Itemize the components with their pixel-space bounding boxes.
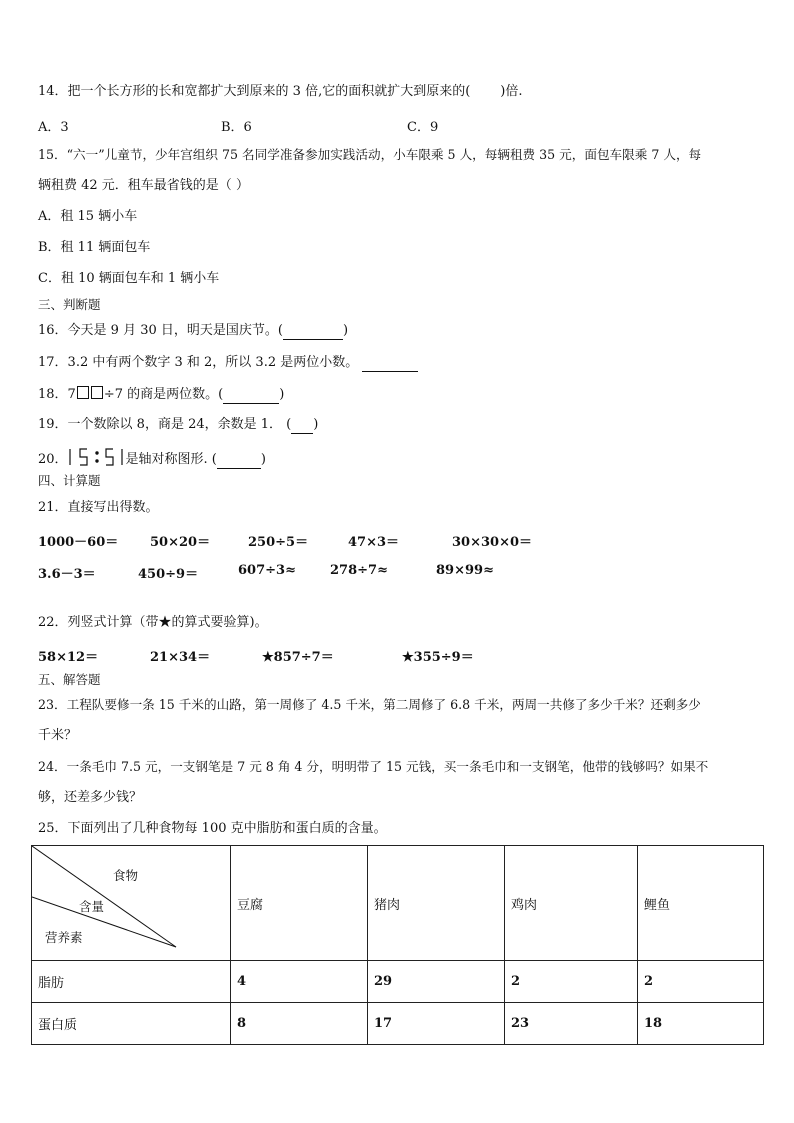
table-cell: 17 (368, 1003, 505, 1045)
question-14 (38, 84, 523, 100)
calc-item: 30×30×0＝ (452, 535, 533, 550)
calc-item: ★857÷7＝ (262, 650, 334, 665)
question-18-tail: ) (279, 387, 285, 402)
option-a[interactable]: A．租 15 辆小车 (38, 209, 138, 224)
header-label-content: 含量 (79, 899, 105, 914)
question-20-number: 20． (38, 452, 68, 467)
question-18 (38, 386, 284, 404)
table-row (32, 961, 764, 1003)
header-label-food: 食物 (113, 868, 139, 883)
table-row (32, 1003, 764, 1045)
answer-blank[interactable] (362, 355, 418, 372)
question-25-title: 25．下面列出了几种食物每 100 克中脂肪和蛋白质的含量。 (38, 821, 387, 836)
calc-item: 278÷7≈ (330, 563, 388, 578)
nutrition-table (31, 845, 764, 1045)
question-24-line1: 24．一条毛巾 7.5 元，一支钢笔是 7 元 8 角 4 分，明明带了 15 元钱，买一条毛巾和一支钢笔，他带的钱够吗？如果不 (38, 759, 709, 774)
option-b[interactable]: B．6 (221, 120, 252, 135)
question-16-text: 16．今天是 9 月 30 日，明天是国庆节。( (38, 323, 283, 338)
column-header: 鸡肉 (505, 846, 638, 961)
question-17 (38, 355, 418, 372)
section-title-calculation: 四、计算题 (38, 473, 101, 488)
question-16-tail: ) (342, 323, 349, 338)
calc-row-1 (38, 531, 758, 550)
calc-item: 47×3＝ (348, 535, 400, 550)
box-blank-icon (77, 386, 89, 399)
table-cell: 18 (638, 1003, 764, 1045)
calc-item: 450÷9＝ (138, 567, 199, 582)
calc-item: 58×12＝ (38, 650, 99, 665)
question-15-line2: 辆租费 42 元．租车最省钱的是（ ） (38, 178, 249, 193)
digital-clock-figure-icon (68, 447, 126, 472)
question-19 (38, 417, 318, 434)
question-18-text: 18．7 (38, 387, 76, 402)
calc-item: 21×34＝ (150, 650, 211, 665)
question-17-text: 17．3.2 中有两个数字 3 和 2，所以 3.2 是两位小数。 (38, 355, 359, 370)
question-15-line1: 15．“六一”儿童节，少年宫组织 75 名同学准备参加实践活动，小车限乘 5 人，每辆租费 35 元，面包车限乘 7 人，每 (38, 147, 702, 162)
question-14-tail: )倍. (500, 84, 523, 99)
table-cell: 2 (505, 961, 638, 1003)
question-19-tail: ) (313, 417, 319, 432)
question-21-title: 21．直接写出得数。 (38, 500, 159, 515)
question-20-tail: ) (260, 452, 266, 467)
question-19-text: 19．一个数除以 8，商是 24，余数是 1． ( (38, 417, 292, 432)
question-14-text: 14．把一个长方形的长和宽都扩大到原来的 3 倍,它的面积就扩大到原来的( (38, 84, 471, 99)
question-24-line2: 够，还差多少钱？ (38, 790, 143, 805)
section-title-word-problems: 五、解答题 (38, 672, 101, 687)
answer-blank[interactable] (291, 417, 313, 434)
question-16 (38, 323, 348, 340)
question-14-options (38, 116, 538, 135)
table-cell: 8 (231, 1003, 368, 1045)
column-header: 豆腐 (231, 846, 368, 961)
calc-item: 89×99≈ (436, 563, 494, 578)
calc-item: 1000－60＝ (38, 535, 119, 550)
question-20-text: 是轴对称图形. ( (125, 452, 217, 467)
answer-blank[interactable] (223, 387, 279, 404)
option-c[interactable]: C．9 (407, 120, 439, 135)
vertical-calc-row (38, 646, 758, 665)
row-header: 蛋白质 (32, 1003, 231, 1045)
calc-item: 250÷5＝ (248, 535, 309, 550)
box-blank-icon (91, 386, 103, 399)
calc-item: 3.6－3＝ (38, 567, 96, 582)
answer-blank[interactable] (283, 323, 343, 340)
question-23-line1: 23．工程队要修一条 15 千米的山路，第一周修了 4.5 千米，第二周修了 6.8 千米，两周一共修了多少千米？还剩多少 (38, 697, 701, 712)
option-c[interactable]: C．租 10 辆面包车和 1 辆小车 (38, 271, 220, 286)
question-18-text-b: ÷7 的商是两位数。( (103, 387, 224, 402)
option-b[interactable]: B．租 11 辆面包车 (38, 240, 151, 255)
diagonal-header-cell (32, 846, 231, 961)
table-cell: 23 (505, 1003, 638, 1045)
section-title-judgement: 三、判断题 (38, 297, 101, 312)
calc-row-2 (38, 563, 758, 582)
answer-blank[interactable] (217, 452, 261, 469)
question-20 (38, 447, 266, 472)
question-22-title: 22．列竖式计算（带★的算式要验算)。 (38, 615, 268, 630)
question-23-line2: 千米？ (38, 728, 78, 743)
header-label-nutrient: 营养素 (45, 930, 83, 945)
table-header-row (32, 846, 764, 961)
column-header: 鲤鱼 (638, 846, 764, 961)
table-cell: 29 (368, 961, 505, 1003)
table-cell: 4 (231, 961, 368, 1003)
calc-item: 607÷3≈ (238, 563, 296, 578)
calc-item: ★355÷9＝ (402, 650, 474, 665)
option-a[interactable]: A．3 (38, 120, 69, 135)
row-header: 脂肪 (32, 961, 231, 1003)
column-header: 猪肉 (368, 846, 505, 961)
table-cell: 2 (638, 961, 764, 1003)
calc-item: 50×20＝ (150, 535, 211, 550)
